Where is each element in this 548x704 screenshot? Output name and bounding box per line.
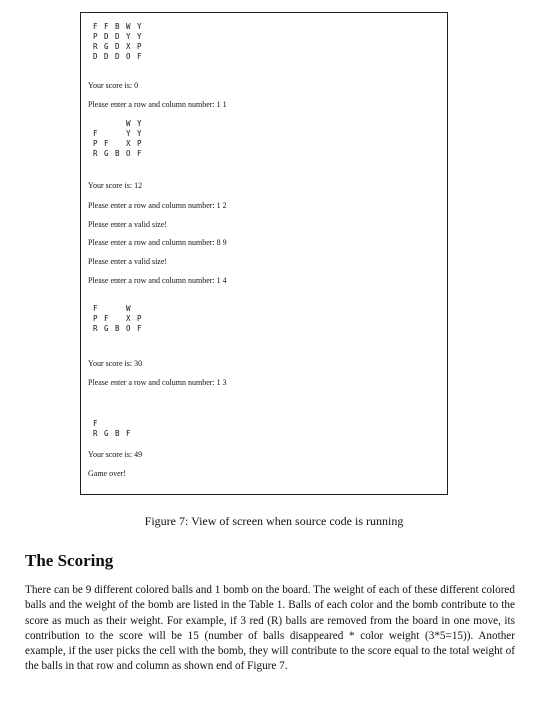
- grid-cell: F: [104, 314, 109, 323]
- grid-cell: [137, 429, 148, 439]
- grid-cell: [137, 294, 148, 304]
- grid-cell: F: [93, 22, 98, 31]
- grid-cell: [93, 409, 104, 419]
- grid-cell: X: [126, 42, 131, 51]
- score-line: Your score is: 12: [88, 181, 143, 190]
- error-message: Please enter a valid size!: [88, 257, 168, 266]
- grid-cell: F: [93, 304, 98, 313]
- grid-cell: G: [104, 429, 109, 438]
- grid-cell: W: [126, 119, 131, 128]
- grid-cell: O: [126, 324, 131, 333]
- input-prompt: Please enter a row and column number: 1 3: [88, 378, 227, 387]
- error-message: Please enter a valid size!: [88, 220, 168, 229]
- game-over-message: Game over!: [88, 469, 126, 478]
- grid-row: [93, 419, 148, 429]
- grid-cell: [115, 304, 126, 314]
- grid-cell: F: [104, 139, 109, 148]
- section-heading: The Scoring: [25, 551, 114, 570]
- grid-cell: D: [115, 52, 120, 61]
- grid-cell: F: [137, 324, 142, 333]
- grid-cell: G: [104, 42, 109, 51]
- grid-cell: P: [93, 139, 98, 148]
- grid-cell: [104, 409, 115, 419]
- grid-cell: Y: [126, 129, 131, 138]
- grid-cell: [93, 294, 104, 304]
- board-grid: [93, 119, 148, 159]
- grid-row: [93, 304, 148, 314]
- body-paragraph: There can be 9 different colored balls and 1 bomb on the board. The weight of each of these different colored balls and the weight of the bomb are listed in the Table 1. Balls of each color and the bomb contribute to the score as much as their weight. For example, if 3 red (R) balls are removed from the board in one move, its contribution to the score will be 15 (number of balls disappeared * color weight (3*5=15)). Another example, if the user picks the cell with the bomb, they will contribute to the score equal to the total weight of the balls in that row and column as shown end of Figure 7.: [25, 584, 515, 673]
- grid-cell: F: [137, 149, 142, 158]
- grid-row: [93, 294, 148, 304]
- grid-cell: F: [104, 22, 109, 31]
- grid-row: [93, 32, 148, 42]
- input-prompt: Please enter a row and column number: 1 4: [88, 276, 227, 285]
- grid-row: [93, 52, 148, 62]
- grid-cell: Y: [137, 119, 142, 128]
- grid-cell: [104, 119, 115, 129]
- input-prompt: Please enter a row and column number: 1 2: [88, 201, 227, 210]
- grid-row: [93, 129, 148, 139]
- grid-cell: [115, 314, 126, 324]
- grid-cell: [137, 409, 148, 419]
- grid-cell: [115, 399, 126, 409]
- grid-row: [93, 429, 148, 439]
- input-prompt: Please enter a row and column number: 1 1: [88, 100, 227, 109]
- grid-row: [93, 324, 148, 334]
- grid-cell: G: [104, 149, 109, 158]
- grid-cell: [115, 129, 126, 139]
- input-prompt: Please enter a row and column number: 8 9: [88, 238, 227, 247]
- grid-row: [93, 399, 148, 409]
- grid-cell: G: [104, 324, 109, 333]
- grid-cell: R: [93, 324, 98, 333]
- grid-cell: D: [104, 52, 109, 61]
- grid-row: [93, 409, 148, 419]
- grid-row: [93, 149, 148, 159]
- grid-cell: [126, 399, 137, 409]
- grid-cell: [126, 294, 137, 304]
- grid-row: [93, 42, 148, 52]
- grid-cell: P: [137, 139, 142, 148]
- grid-cell: [137, 419, 148, 429]
- grid-cell: [137, 399, 148, 409]
- grid-cell: X: [126, 314, 131, 323]
- grid-cell: Y: [137, 32, 142, 41]
- grid-cell: [104, 304, 115, 314]
- grid-cell: P: [137, 314, 142, 323]
- grid-cell: [115, 419, 126, 429]
- grid-cell: B: [115, 22, 120, 31]
- grid-cell: F: [126, 429, 131, 438]
- grid-cell: [93, 399, 104, 409]
- grid-cell: [115, 409, 126, 419]
- grid-cell: [126, 409, 137, 419]
- grid-cell: B: [115, 149, 120, 158]
- grid-cell: [137, 304, 148, 314]
- grid-cell: R: [93, 42, 98, 51]
- board-grid: [93, 22, 148, 62]
- grid-cell: D: [93, 52, 98, 61]
- grid-cell: D: [115, 32, 120, 41]
- grid-row: [93, 119, 148, 129]
- grid-cell: Y: [137, 129, 142, 138]
- score-line: Your score is: 49: [88, 450, 143, 459]
- board-grid: [93, 294, 148, 334]
- grid-cell: [115, 139, 126, 149]
- grid-cell: P: [93, 32, 98, 41]
- grid-cell: [104, 294, 115, 304]
- console-output-figure: [80, 12, 448, 495]
- grid-cell: Y: [126, 32, 131, 41]
- figure-caption: Figure 7: View of screen when source code is running: [144, 514, 404, 528]
- grid-cell: Y: [137, 22, 142, 31]
- grid-cell: F: [93, 419, 98, 428]
- grid-row: [93, 139, 148, 149]
- grid-cell: B: [115, 324, 120, 333]
- grid-cell: O: [126, 52, 131, 61]
- grid-cell: B: [115, 429, 120, 438]
- grid-cell: X: [126, 139, 131, 148]
- grid-cell: [104, 129, 115, 139]
- grid-cell: W: [126, 22, 131, 31]
- grid-cell: D: [104, 32, 109, 41]
- grid-cell: [115, 119, 126, 129]
- grid-cell: [93, 119, 104, 129]
- grid-cell: R: [93, 429, 98, 438]
- grid-cell: [104, 399, 115, 409]
- grid-row: [93, 314, 148, 324]
- grid-cell: [126, 419, 137, 429]
- grid-cell: D: [115, 42, 120, 51]
- grid-cell: F: [137, 52, 142, 61]
- grid-cell: [104, 419, 115, 429]
- score-line: Your score is: 30: [88, 359, 143, 368]
- grid-cell: F: [93, 129, 98, 138]
- board-grid: [93, 399, 148, 439]
- grid-cell: W: [126, 304, 131, 313]
- grid-cell: O: [126, 149, 131, 158]
- grid-cell: R: [93, 149, 98, 158]
- grid-row: [93, 22, 148, 32]
- grid-cell: [115, 294, 126, 304]
- grid-cell: P: [93, 314, 98, 323]
- grid-cell: P: [137, 42, 142, 51]
- score-line: Your score is: 0: [88, 81, 139, 90]
